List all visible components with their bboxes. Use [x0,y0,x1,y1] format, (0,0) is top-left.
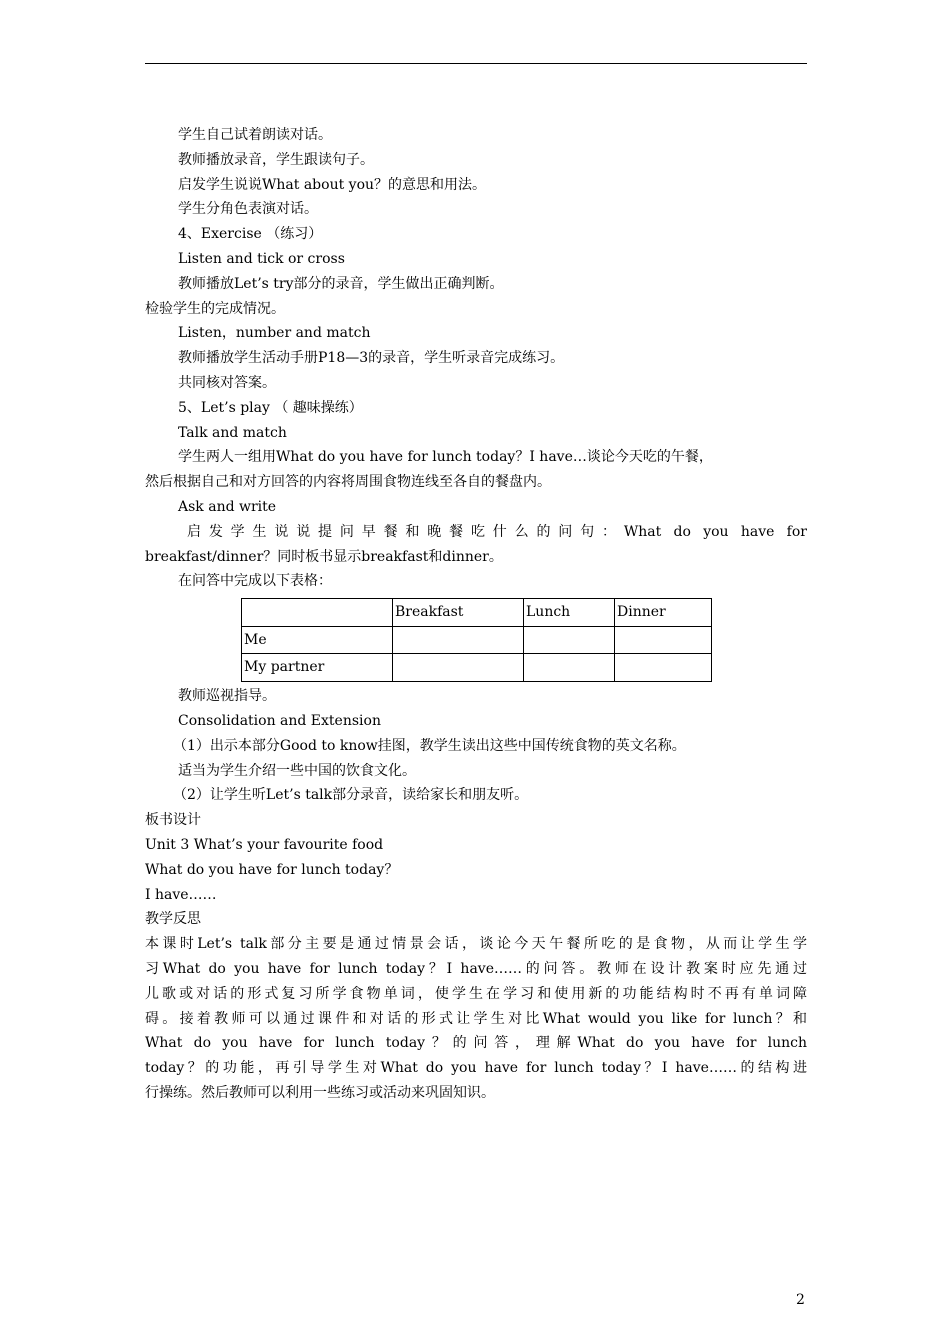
text-line: Ask and write [178,498,277,515]
text-line: 本课时Let’s talk部分主要是通过情景会话，谈论今天午餐所吃的是食物，从而让学生学 [145,936,807,953]
text-line: I have…… [145,886,217,903]
text-line: 启发学生说说What about you？的意思和用法。 [178,176,487,193]
text-line: 学生自己试着朗读对话。 [178,127,332,143]
table-row [242,626,712,654]
text-line: Consolidation and Extension [178,712,381,729]
header-rule [145,63,807,64]
text-line: Talk and match [178,424,287,441]
table-cell [393,626,524,654]
text-line: Unit 3 What’s your favourite food [145,836,384,853]
text-line: 共同核对答案。 [178,374,276,391]
table-row-label: My partner [242,654,393,682]
text-line: Listen and tick or cross [178,250,345,267]
text-line: 儿歌或对话的形式复习所学食物单词，使学生在学习和使用新的功能结构时不再有单词障 [145,985,807,1002]
text-line: 教师播放Let’s try部分的录音，学生做出正确判断。 [178,275,504,292]
section-heading-board-design: 板书设计 [145,812,201,829]
text-line: What do you have for lunch today？的问答，理解What do you have for lunch [145,1035,807,1052]
text-line: 教师播放学生活动手册P18—3的录音，学生听录音完成练习。 [178,350,565,367]
meal-table-wrapper [145,594,807,684]
table-cell [524,626,615,654]
text-line: 检验学生的完成情况。 [145,300,285,317]
section-heading-play: 5、Let’s play （ 趣味操练） [178,399,363,416]
body-text [145,123,807,1106]
text-line: Listen，number and match [178,325,371,342]
text-line: 然后根据自己和对方回答的内容将周围食物连线至各自的餐盘内。 [145,474,551,491]
text-line: breakfast/dinner？同时板书显示breakfast和dinner。 [145,548,503,565]
table-cell [393,654,524,682]
text-line: What do you have for lunch today？ [145,861,399,878]
text-line: 碍。接着教师可以通过课件和对话的形式让学生对比What would you like for lunch？和 [145,1010,807,1027]
table-cell [615,626,712,654]
text-line: 学生分角色表演对话。 [178,201,318,218]
section-heading-reflection: 教学反思 [145,911,201,928]
text-line: 在问答中完成以下表格： [178,573,332,590]
table-cell [524,654,615,682]
section-heading-exercise: 4、Exercise （练习） [178,226,323,243]
table-cell [615,654,712,682]
table-row-label: Me [242,626,393,654]
text-line: 教师巡视指导。 [178,688,276,705]
text-line: today？的功能，再引导学生对What do you have for lunch today？I have……的结构进 [145,1060,807,1077]
page-number: 2 [796,1292,805,1308]
text-line: 适当为学生介绍一些中国的饮食文化。 [178,762,416,779]
table-header-cell: Lunch [524,599,615,627]
text-line: 习What do you have for lunch today？I have……的问答。教师在设计教案时应先通过 [145,960,807,977]
text-line: 行操练。然后教师可以利用一些练习或活动来巩固知识。 [145,1084,495,1101]
text-line: 启发学生说说提问早餐和晚餐吃什么的问句：What do you have for [187,523,807,540]
text-line: （2）让学生听Let’s talk部分录音，读给家长和朋友听。 [173,787,529,804]
text-line: 学生两人一组用What do you have for lunch today？I have…谈论今天吃的午餐， [178,449,713,466]
text-line: 教师播放录音，学生跟读句子。 [178,151,374,168]
table-header-cell: Breakfast [393,599,524,627]
meal-table [241,598,712,682]
table-cell [242,599,393,627]
table-header-row [242,599,712,627]
table-header-cell: Dinner [615,599,712,627]
text-line: （1）出示本部分Good to know挂图，教学生读出这些中国传统食物的英文名称。 [173,737,686,754]
table-row [242,654,712,682]
